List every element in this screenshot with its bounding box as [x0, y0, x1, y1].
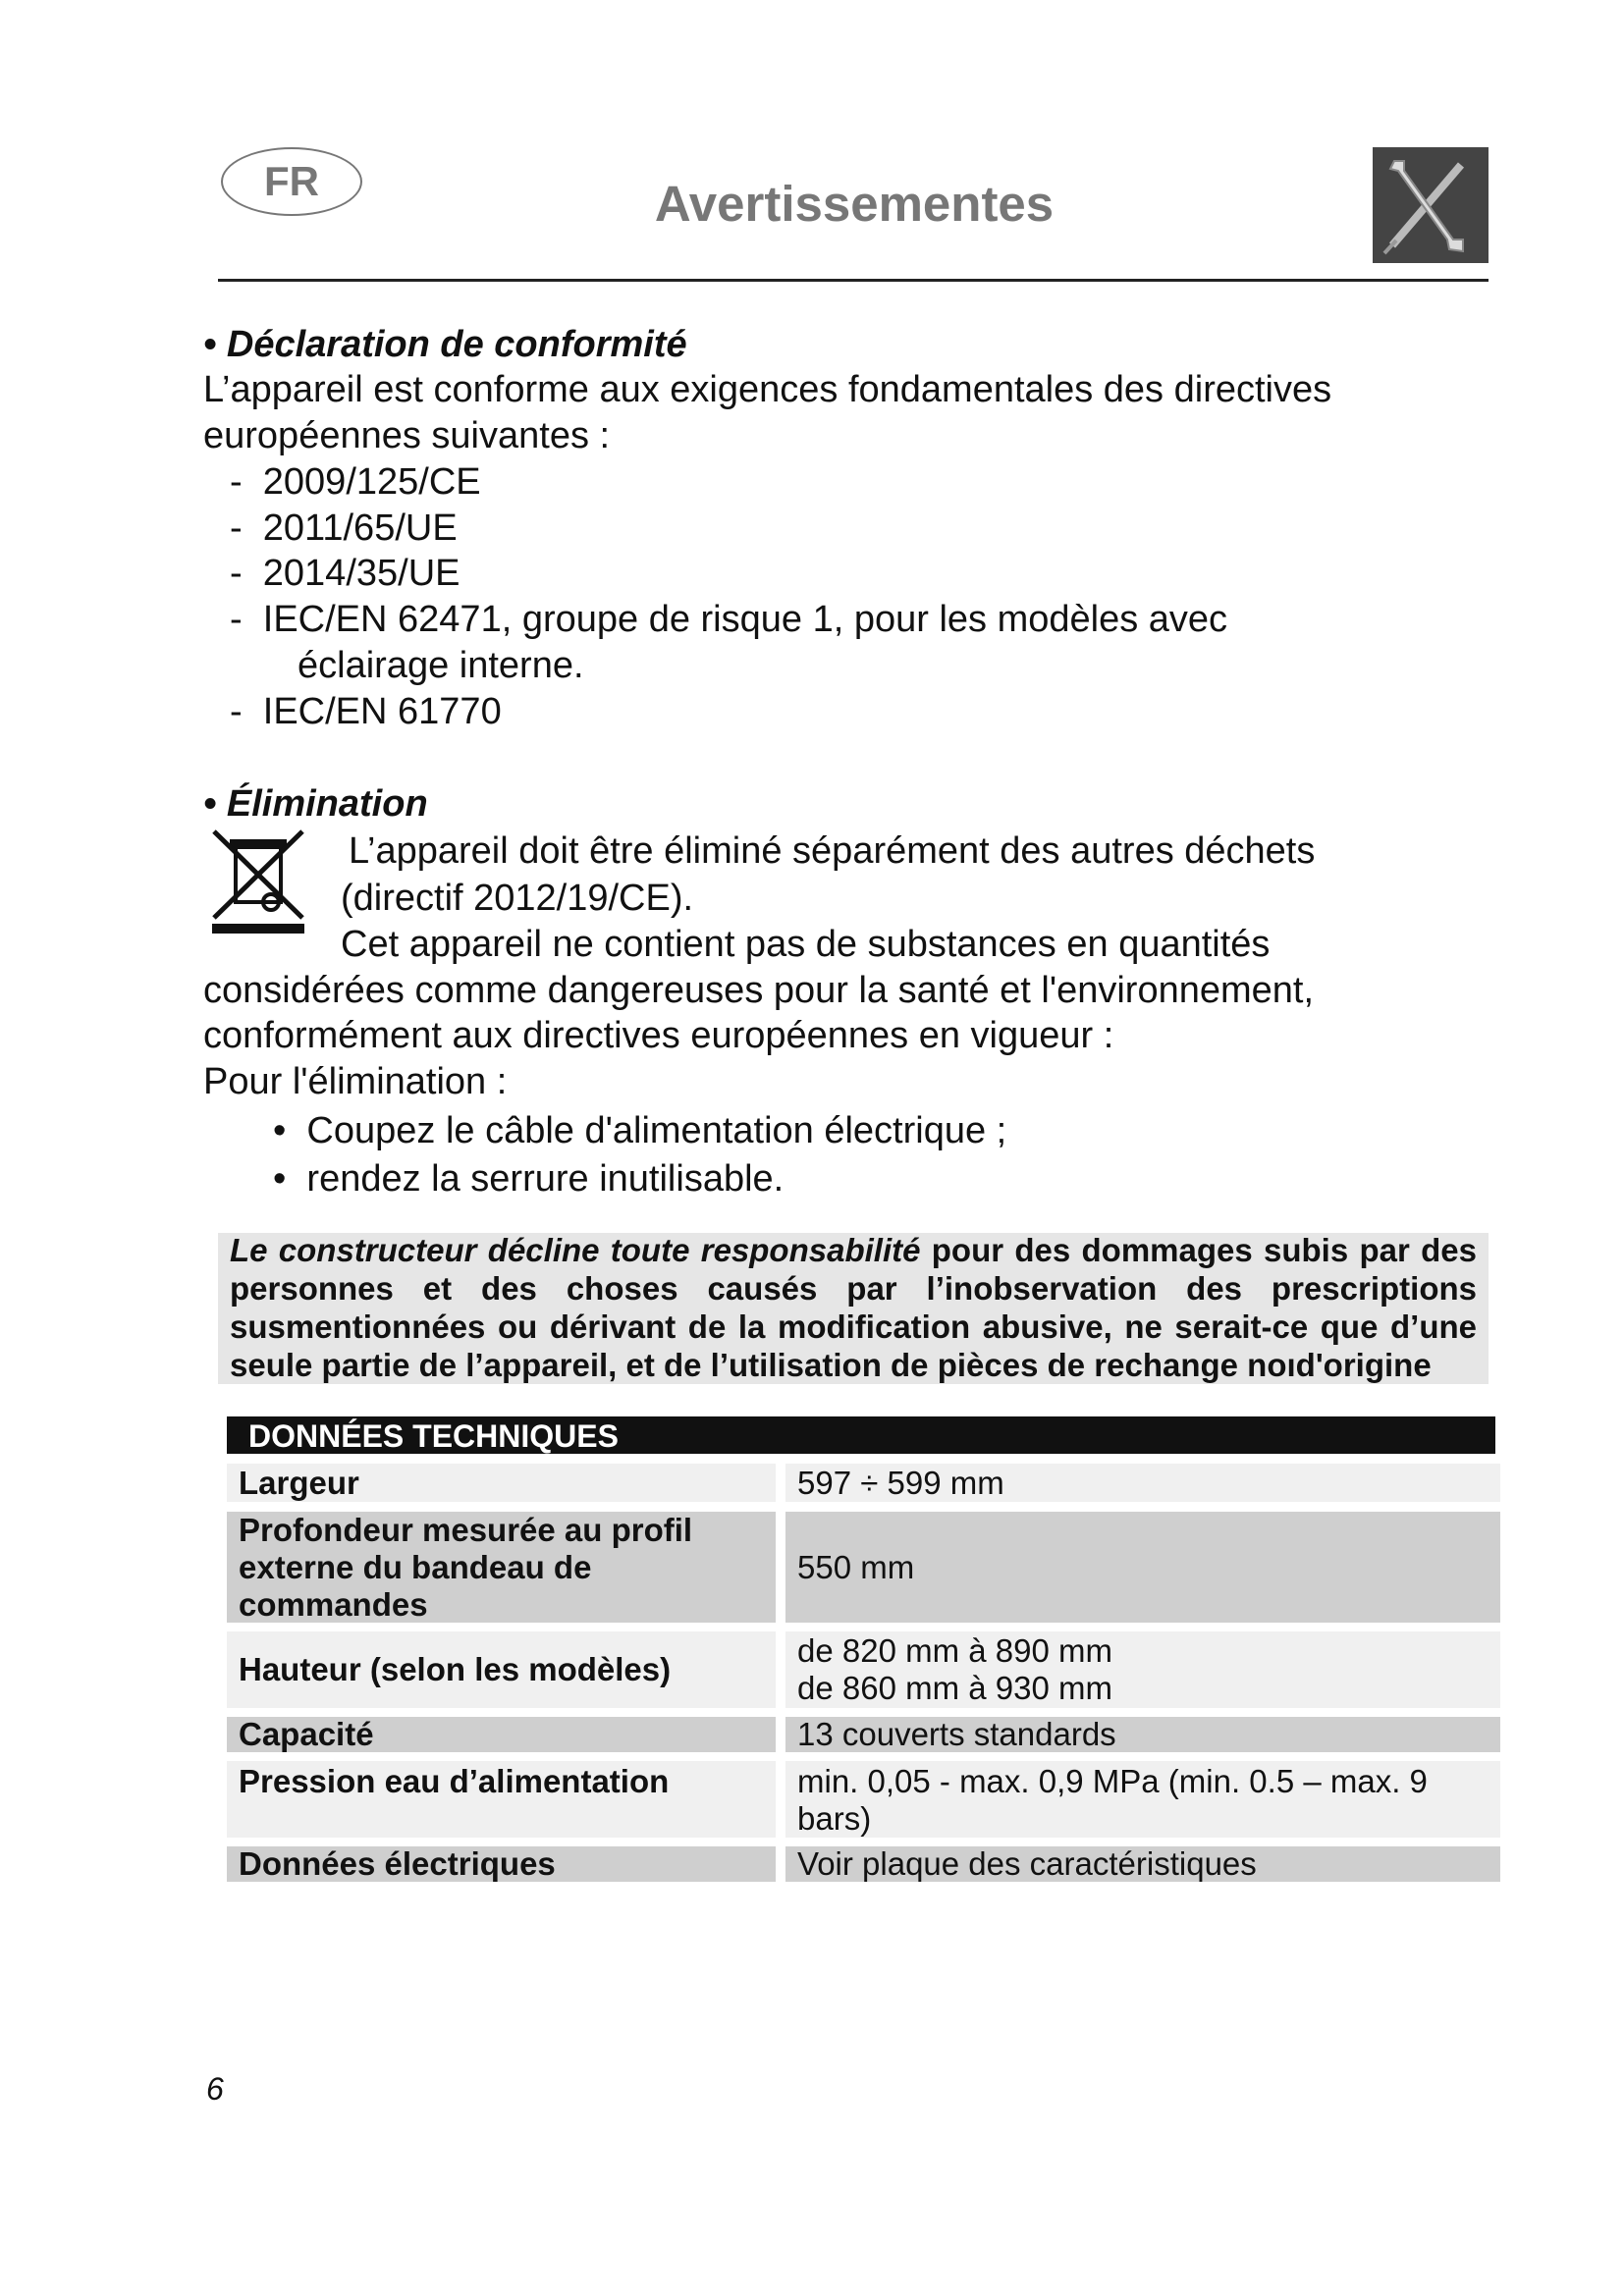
- tech-label: Hauteur (selon les modèles): [227, 1631, 776, 1708]
- directive-text: 2009/125/CE: [262, 461, 481, 503]
- tech-value: 597 ÷ 599 mm: [785, 1464, 1500, 1502]
- page-title: Avertissementes: [654, 176, 1055, 232]
- elimination-line: considérées comme dangereuses pour la santé et l'environnement,: [203, 970, 1315, 1011]
- elimination-line: conformément aux directives européennes en vigueur :: [203, 1015, 1114, 1056]
- tools-icon: [1373, 147, 1489, 263]
- directive-item: - 2011/65/UE: [230, 507, 458, 549]
- tech-label: Profondeur mesurée au profil externe du bandeau de commandes: [227, 1512, 776, 1623]
- elimination-line: Cet appareil ne contient pas de substances en quantités: [341, 924, 1271, 965]
- tech-label: Largeur: [227, 1464, 776, 1502]
- elimination-line: (directif 2012/19/CE).: [341, 878, 694, 919]
- disclaimer-rest: pour des dommages subis par des personnes et des choses causés par l’inobservation des prescriptions susmentionnées ou dérivant de la modification abusive, ne serait-ce que d’une seule partie de l’appareil, et de l’utilisation de pièces de rechange noıd'origine: [230, 1232, 1477, 1383]
- tech-value: [785, 1761, 1500, 1838]
- elimination-line: Pour l'élimination :: [203, 1061, 508, 1102]
- bullet-text: rendez la serrure inutilisable.: [306, 1158, 785, 1200]
- elimination-line: L’appareil doit être éliminé séparément des autres déchets: [349, 830, 1316, 872]
- elimination-heading: • Élimination: [203, 783, 428, 825]
- tech-value: Voir plaque des caractéristiques: [785, 1846, 1500, 1882]
- bullet-text: Coupez le câble d'alimentation électrique ;: [306, 1110, 1007, 1151]
- directive-item: - IEC/EN 62471, groupe de risque 1, pour les modèles avec: [230, 599, 1228, 640]
- directive-item: - 2009/125/CE: [230, 461, 481, 503]
- tech-value-line: de 820 mm à 890 mm: [797, 1632, 1112, 1669]
- elimination-heading-text: Élimination: [226, 783, 428, 825]
- tech-label: Capacité: [227, 1717, 776, 1752]
- header-divider: [218, 279, 1489, 282]
- declaration-intro-1: L’appareil est conforme aux exigences fondamentales des directives: [203, 369, 1332, 410]
- tech-value: 550 mm: [785, 1512, 1500, 1623]
- declaration-heading: • Déclaration de conformité: [203, 324, 687, 365]
- tech-value: 13 couverts standards: [785, 1717, 1500, 1752]
- elimination-bullet: • Coupez le câble d'alimentation électrique ;: [273, 1110, 1007, 1151]
- language-code: FR: [264, 158, 319, 204]
- language-badge: [221, 147, 362, 216]
- directive-continuation: éclairage interne.: [298, 645, 584, 686]
- declaration-intro-2: européennes suivantes :: [203, 415, 611, 456]
- disclaimer-text: [230, 1231, 1477, 1384]
- tech-value-line: min. 0,05 - max. 0,9 MPa (min. 0.5 – max. 9: [797, 1763, 1428, 1799]
- directive-text: IEC/EN 62471, groupe de risque 1, pour les modèles avec: [262, 599, 1228, 640]
- directive-text: 2014/35/UE: [262, 553, 460, 594]
- tech-label: Données électriques: [227, 1846, 776, 1882]
- page-number: 6: [206, 2071, 224, 2107]
- disclaimer-italic: Le constructeur décline toute responsabilité: [230, 1232, 921, 1268]
- tech-value-line: de 860 mm à 930 mm: [797, 1670, 1112, 1706]
- tech-table-header: DONNÉES TECHNIQUES: [227, 1416, 1495, 1454]
- tech-label: Pression eau d’alimentation: [227, 1761, 776, 1838]
- directive-text: IEC/EN 61770: [262, 691, 502, 732]
- tech-value-line: bars): [797, 1800, 872, 1837]
- directive-text: 2011/65/UE: [262, 507, 458, 549]
- tech-value: [785, 1631, 1500, 1708]
- elimination-bullet: • rendez la serrure inutilisable.: [273, 1158, 785, 1200]
- directive-item: - IEC/EN 61770: [230, 691, 502, 732]
- declaration-heading-text: Déclaration de conformité: [226, 324, 687, 365]
- crossed-bin-icon: [206, 828, 310, 935]
- directive-item: - 2014/35/UE: [230, 553, 460, 594]
